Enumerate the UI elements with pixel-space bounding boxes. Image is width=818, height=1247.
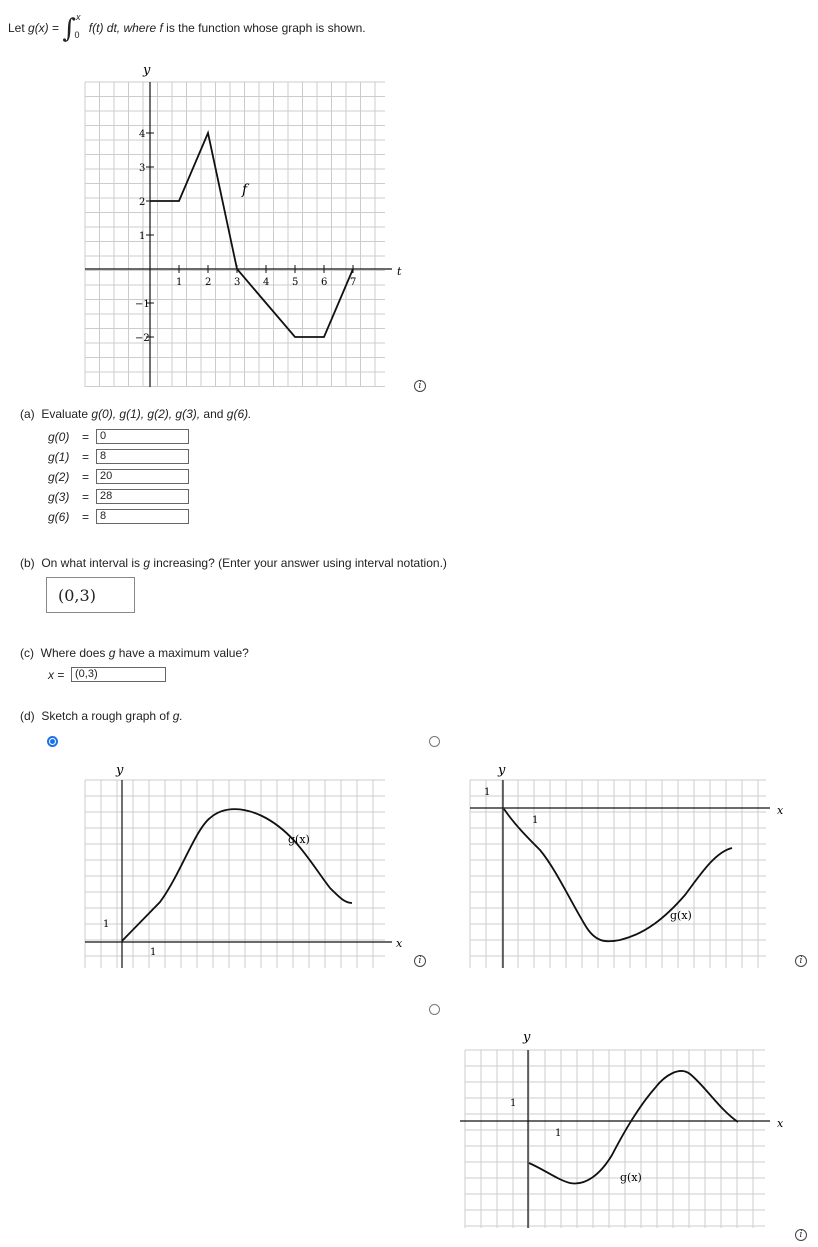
part-a-text: Evaluate bbox=[41, 407, 92, 421]
part-b-text: On what interval is bbox=[41, 556, 144, 570]
part-b-tail: increasing? (Enter your answer using interval notation.) bbox=[150, 556, 447, 570]
answer-label: g(6) bbox=[48, 510, 70, 524]
part-c-tail: have a maximum value? bbox=[115, 646, 249, 660]
part-b-label: (b) bbox=[20, 556, 35, 570]
f-graph bbox=[0, 0, 818, 400]
intro-integrand: f(t) dt, where bbox=[88, 21, 160, 35]
option-1-xlabel: x bbox=[396, 937, 403, 950]
option-3-info-icon[interactable]: i bbox=[795, 1229, 807, 1241]
f-graph-ylabel: y bbox=[143, 63, 151, 78]
option-2-curve bbox=[504, 809, 732, 941]
option-2-xlabel: x bbox=[777, 804, 784, 817]
integral-upper: x bbox=[75, 12, 81, 22]
intro-tail: is the function whose graph is shown. bbox=[162, 21, 366, 35]
answer-row bbox=[48, 470, 96, 484]
part-a-and: and bbox=[200, 407, 227, 421]
f-xtick-label: 7 bbox=[350, 277, 357, 288]
answer-label: g(1) bbox=[48, 450, 70, 464]
x-var: x bbox=[48, 668, 54, 682]
option-2-ylabel: y bbox=[498, 763, 506, 778]
intro-equals: = bbox=[52, 21, 60, 35]
option-3-xtick: 1 bbox=[555, 1128, 562, 1139]
f-curve-label: f bbox=[242, 182, 248, 198]
option-2-xtick: 1 bbox=[532, 815, 539, 826]
option-3-curve-label: g(x) bbox=[620, 1171, 642, 1184]
option-1-xtick: 1 bbox=[150, 947, 157, 958]
option-2-info-icon[interactable]: i bbox=[795, 955, 807, 967]
part-d-label: (d) bbox=[20, 709, 35, 723]
integral-symbol: ∫ bbox=[62, 14, 76, 44]
f-xtick-label: 6 bbox=[321, 277, 328, 288]
f-graph-ticks bbox=[135, 129, 356, 344]
answer-label: g(3) bbox=[48, 490, 70, 504]
option-1-curve-label: g(x) bbox=[288, 833, 310, 846]
answer-input-3[interactable]: 28 bbox=[96, 489, 189, 504]
part-d-text: Sketch a rough graph of bbox=[41, 709, 173, 723]
part-d-fn: g. bbox=[172, 709, 183, 723]
f-xtick-label: 5 bbox=[292, 277, 299, 288]
f-graph-xlabel: t bbox=[397, 265, 402, 278]
part-c-var bbox=[48, 668, 64, 682]
part-a-fns: g(0), g(1), g(2), g(3), bbox=[91, 407, 201, 421]
option-1-graph[interactable] bbox=[85, 763, 403, 968]
part-b-prompt bbox=[20, 556, 447, 570]
answer-input-1[interactable]: 8 bbox=[96, 449, 189, 464]
answer-label: g(0) bbox=[48, 430, 70, 444]
answer-eq: = bbox=[82, 490, 90, 504]
f-ytick-label: 2 bbox=[139, 197, 146, 208]
answer-eq: = bbox=[82, 470, 90, 484]
part-b-fn: g bbox=[143, 556, 151, 570]
answer-row bbox=[48, 510, 96, 524]
intro-f: f bbox=[159, 21, 163, 35]
answer-label: g(2) bbox=[48, 470, 70, 484]
option-2-graph[interactable] bbox=[470, 763, 784, 968]
part-c-fn: g bbox=[108, 646, 116, 660]
f-xtick-label: 4 bbox=[263, 277, 270, 288]
option-2-ytick: 1 bbox=[484, 787, 491, 798]
part-a-last: g(6). bbox=[226, 407, 252, 421]
interval-answer-input[interactable]: (0,3) bbox=[46, 577, 135, 613]
part-c-label: (c) bbox=[20, 646, 34, 660]
answer-input-0[interactable]: 0 bbox=[96, 429, 189, 444]
option-3-ytick: 1 bbox=[510, 1098, 517, 1109]
f-xtick-label: 2 bbox=[205, 277, 212, 288]
x-eq: = bbox=[57, 668, 65, 682]
option-1-curve bbox=[122, 809, 352, 941]
part-d-prompt bbox=[20, 709, 183, 723]
part-a-label: (a) bbox=[20, 407, 35, 421]
option-2-radio[interactable] bbox=[429, 736, 440, 747]
answer-row bbox=[48, 450, 96, 464]
option-1-ytick: 1 bbox=[103, 919, 110, 930]
f-curve bbox=[150, 133, 353, 337]
option-3-xlabel: x bbox=[777, 1117, 784, 1130]
option-2-curve-label: g(x) bbox=[670, 909, 692, 922]
option-graphs bbox=[0, 750, 818, 1247]
f-xtick-label: 3 bbox=[234, 277, 241, 288]
part-c-text: Where does bbox=[40, 646, 109, 660]
f-ytick-label: −1 bbox=[135, 299, 150, 310]
info-icon[interactable]: i bbox=[414, 380, 426, 392]
part-c-prompt bbox=[20, 646, 249, 660]
option-1-ylabel: y bbox=[116, 763, 124, 778]
answer-input-4[interactable]: 8 bbox=[96, 509, 189, 524]
f-ytick-label: 1 bbox=[139, 231, 146, 242]
intro-lead: Let bbox=[8, 21, 29, 35]
option-1-info-icon[interactable]: i bbox=[414, 955, 426, 967]
part-a-prompt bbox=[20, 407, 251, 421]
f-ytick-label: −2 bbox=[135, 333, 150, 344]
max-answer-input[interactable]: (0,3) bbox=[71, 667, 166, 682]
f-xtick-label: 1 bbox=[176, 277, 183, 288]
answer-input-2[interactable]: 20 bbox=[96, 469, 189, 484]
answer-eq: = bbox=[82, 450, 90, 464]
answer-row bbox=[48, 430, 96, 444]
answer-eq: = bbox=[82, 510, 90, 524]
answer-row bbox=[48, 490, 96, 504]
f-ytick-label: 4 bbox=[139, 129, 146, 140]
option-1-radio[interactable] bbox=[47, 736, 58, 747]
answer-eq: = bbox=[82, 430, 90, 444]
f-ytick-label: 3 bbox=[139, 163, 146, 174]
integral-lower: 0 bbox=[74, 30, 80, 40]
option-3-ylabel: y bbox=[523, 1030, 531, 1045]
intro-gx: g(x) bbox=[28, 21, 49, 35]
f-graph-grid bbox=[85, 82, 385, 387]
option-3-graph[interactable] bbox=[460, 1030, 784, 1228]
